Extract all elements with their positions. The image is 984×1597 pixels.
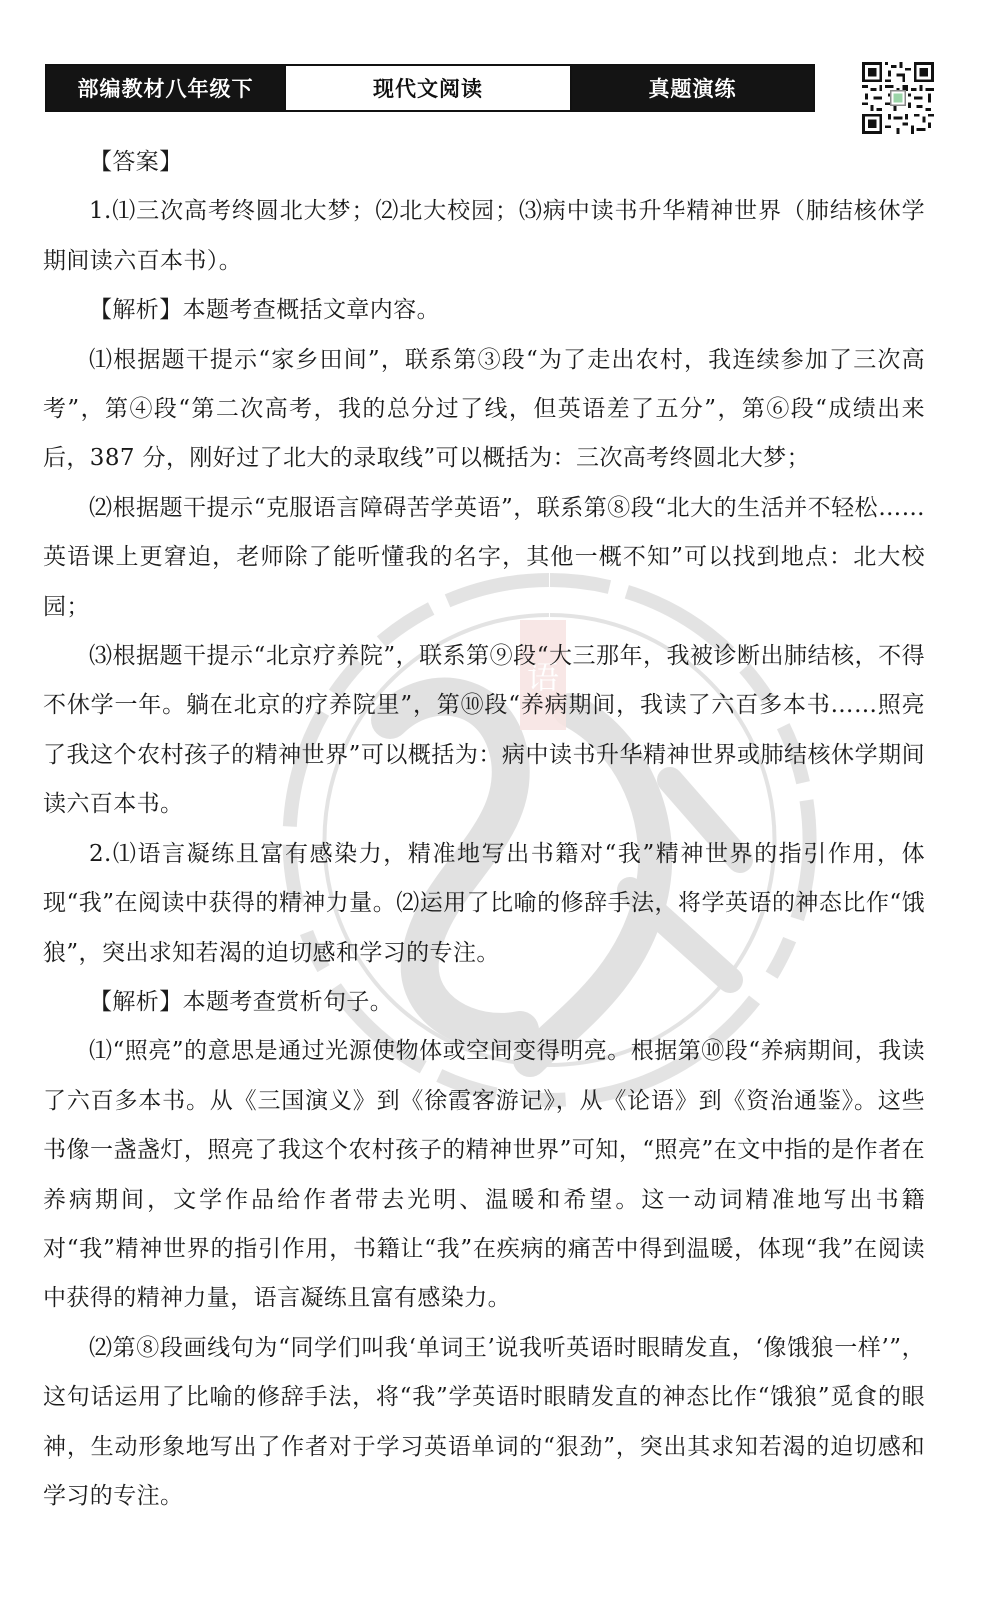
answer-2: 2.⑴语言凝练且富有感染力，精准地写出书籍对“我”精神世界的指引作用，体现“我”在阅读中获得的精神力量。⑵运用了比喻的修辞手法，将学英语的神态比作“饿狼”，突出求知若渴的迫切感和学习的专注。 bbox=[43, 840, 925, 966]
analysis-1-part-2: ⑵根据题干提示“克服语言障碍苦学英语”，联系第⑧段“北大的生活并不轻松……英语课上更窘迫，老师除了能听懂我的名字，其他一概不知”可以找到地点：北大校园； bbox=[43, 494, 925, 620]
analysis-1-part-1: ⑴根据题干提示“家乡田间”，联系第③段“为了走出农村，我连续参加了三次高考”，第④段“第二次高考，我的总分过了线，但英语差了五分”，第⑥段“成绩出来后，387 分，刚好过了北大的录取线”可以概括为：三次高考终圆北大梦； bbox=[43, 346, 925, 472]
analysis-1-heading: 【解析】本题考查概括文章内容。 bbox=[89, 297, 440, 324]
qr-code-icon[interactable] bbox=[862, 62, 934, 134]
header-grade-label: 部编教材八年级下 bbox=[47, 66, 284, 110]
watermark-seal-text: 语 bbox=[526, 658, 560, 696]
header-bar bbox=[45, 64, 815, 112]
answer-heading: 【答案】 bbox=[89, 149, 183, 175]
analysis-1-part-3: ⑶根据题干提示“北京疗养院”，联系第⑨段“大三那年，我被诊断出肺结核，不得不休学一年。躺在北京的疗养院里”，第⑩段“养病期间，我读了六百多本书……照亮了我这个农村孩子的精神世界”可以概括为：病中读书升华精神世界或肺结核休学期间读六百本书。 bbox=[43, 643, 925, 818]
analysis-2-part-2: ⑵第⑧段画线句为“同学们叫我‘单词王’说我听英语时眼睛发直，‘像饿狼一样’”，这句话运用了比喻的修辞手法，将“我”学英语时眼睛发直的神态比作“饿狼”觅食的眼神，生动形象地写出了作者对于学习英语单词的“狠劲”，突出其求知若渴的迫切感和学习的专注。 bbox=[43, 1334, 925, 1509]
answer-1: 1.⑴三次高考终圆北大梦；⑵北大校园；⑶病中读书升华精神世界（肺结核休学期间读六百本书）。 bbox=[43, 198, 925, 274]
answer-content bbox=[43, 138, 925, 1521]
header-section-label: 真题演练 bbox=[572, 66, 813, 110]
analysis-2-part-1: ⑴“照亮”的意思是通过光源使物体或空间变得明亮。根据第⑩段“养病期间，我读了六百多本书。从《三国演义》到《徐霞客游记》，从《论语》到《资治通鉴》。这些书像一盏盏灯，照亮了我这个农村孩子的精神世界”可知，“照亮”在文中指的是作者在养病期间，文学作品给作者带去光明、温暖和希望。这一动词精准地写出书籍对“我”精神世界的指引作用，书籍让“我”在疾病的痛苦中得到温暖，体现“我”在阅读中获得的精神力量，语言凝练且富有感染力。 bbox=[43, 1038, 925, 1312]
header-subject-label: 现代文阅读 bbox=[284, 66, 572, 110]
analysis-2-heading: 【解析】本题考查赏析句子。 bbox=[89, 988, 394, 1015]
